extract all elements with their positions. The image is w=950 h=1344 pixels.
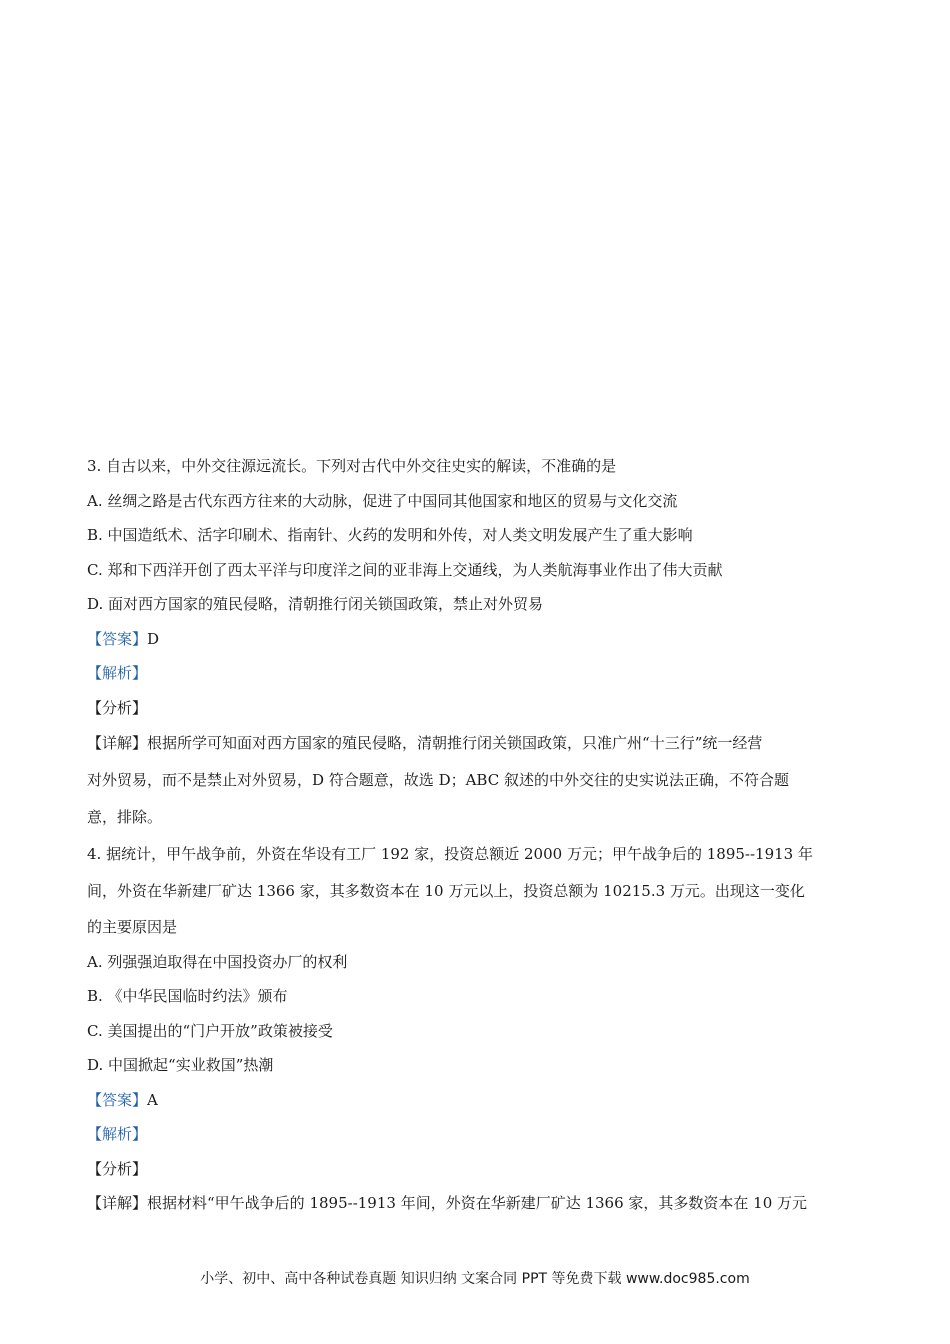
detail-label: 【详解】	[87, 1194, 148, 1212]
question-3-option-d: D. 面对西方国家的殖民侵略，清朝推行闭关锁国政策，禁止对外贸易	[87, 595, 544, 613]
question-3-analysis-label: 【解析】	[87, 664, 148, 682]
question-3-option-c: C. 郑和下西洋开创了西太平洋与印度洋之间的亚非海上交通线，为人类航海事业作出了伟大贡献	[87, 560, 723, 579]
detail-label: 【详解】	[87, 734, 148, 752]
question-4-analysis-label: 【解析】	[87, 1125, 148, 1143]
question-4-fenxi-label: 【分析】	[87, 1159, 148, 1178]
question-4-detail-line-1	[87, 1186, 877, 1221]
question-4-answer	[87, 1083, 877, 1118]
page-footer: 小学、初中、高中各种试卷真题 知识归纳 文案合同 PPT 等免费下载 www.doc985.com	[200, 1271, 750, 1287]
question-3-detail-line-1	[87, 725, 877, 762]
question-3-option-a: A. 丝绸之路是古代东西方往来的大动脉，促进了中国同其他国家和地区的贸易与文化交流	[87, 491, 678, 510]
question-4-stem-line-3: 的主要原因是	[87, 918, 178, 936]
answer-label: 【答案】	[87, 1090, 148, 1109]
question-3-option-b: B. 中国造纸术、活字印刷术、指南针、火药的发明和外传，对人类文明发展产生了重大影响	[87, 526, 693, 544]
question-3-detail-line-3: 意，排除。	[87, 808, 163, 826]
question-4-stem-line-2: 间，外资在华新建厂矿达 1366 家，其多数资本在 10 万元以上，投资总额为 10215.3 万元。出现这一变化	[87, 882, 805, 900]
question-3-stem: 3. 自古以来，中外交往源远流长。下列对古代中外交往史实的解读，不准确的是	[87, 457, 617, 475]
question-3-detail-line-2: 对外贸易，而不是禁止对外贸易，D 符合题意，故选 D；ABC 叙述的中外交往的史实说法正确，不符合题	[87, 771, 789, 789]
question-4-option-c: C. 美国提出的“门户开放”政策被接受	[87, 1021, 333, 1040]
question-3-fenxi-label: 【分析】	[87, 698, 148, 717]
question-4-option-a: A. 列强强迫取得在中国投资办厂的权利	[87, 952, 348, 971]
answer-label: 【答案】	[87, 629, 148, 648]
question-4-stem-line-1: 4. 据统计，甲午战争前，外资在华设有工厂 192 家，投资总额近 2000 万元；甲午战争后的 1895--1913 年	[87, 845, 813, 863]
detail-text: 根据材料“甲午战争后的 1895--1913 年间，外资在华新建厂矿达 1366 家，其多数资本在 10 万元	[147, 1194, 808, 1212]
detail-text: 根据所学可知面对西方国家的殖民侵略，清朝推行闭关锁国政策，只准广州“十三行”统一经营	[147, 734, 763, 752]
page-content	[87, 449, 877, 1221]
question-4-option-d: D. 中国掀起“实业救国”热潮	[87, 1056, 274, 1074]
answer-value: D	[147, 629, 160, 648]
question-3-answer	[87, 622, 877, 657]
answer-value: A	[147, 1090, 158, 1109]
question-4-option-b: B. 《中华民国临时约法》颁布	[87, 987, 288, 1005]
